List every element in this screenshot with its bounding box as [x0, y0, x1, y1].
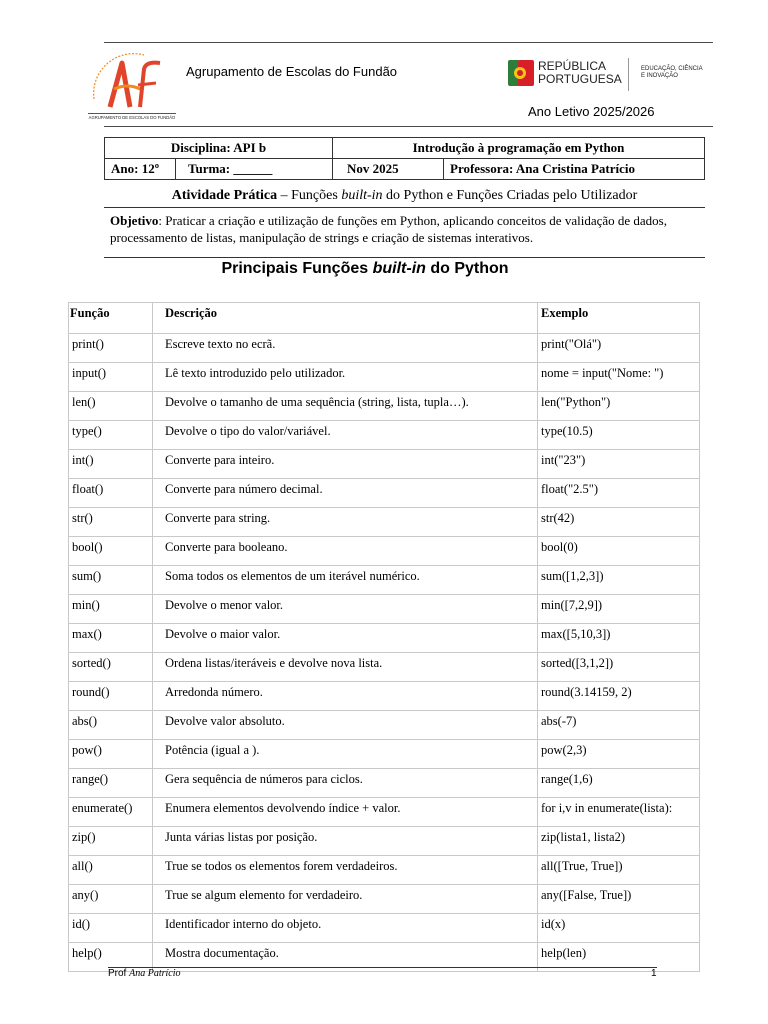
republic-divider — [628, 58, 629, 91]
function-example: any([False, True]) — [538, 885, 700, 914]
republic-name: REPÚBLICA PORTUGUESA — [538, 59, 622, 86]
function-name: max() — [69, 624, 153, 653]
footer-rule — [108, 967, 657, 968]
table-row — [69, 595, 700, 624]
function-example: int("23") — [538, 450, 700, 479]
objective-rule — [104, 257, 705, 258]
function-description: Junta várias listas por posição. — [153, 827, 538, 856]
function-example: min([7,2,9]) — [538, 595, 700, 624]
function-name: type() — [69, 421, 153, 450]
function-example: help(len) — [538, 943, 700, 972]
function-description: Mostra documentação. — [153, 943, 538, 972]
table-row — [69, 798, 700, 827]
function-example: zip(lista1, lista2) — [538, 827, 700, 856]
table-row — [69, 508, 700, 537]
function-description: True se algum elemento for verdadeiro. — [153, 885, 538, 914]
discipline-cell: Disciplina: API b — [105, 138, 333, 159]
function-example: all([True, True]) — [538, 856, 700, 885]
function-description: Identificador interno do objeto. — [153, 914, 538, 943]
table-row — [69, 885, 700, 914]
ministry-name: EDUCAÇÃO, CIÊNCIA E INOVAÇÃO — [641, 66, 703, 79]
function-description: Potência (igual a ). — [153, 740, 538, 769]
table-row — [69, 421, 700, 450]
header-rule — [104, 126, 713, 127]
table-row — [69, 537, 700, 566]
function-name: id() — [69, 914, 153, 943]
date-cell: Nov 2025 — [333, 159, 444, 180]
function-example: print("Olá") — [538, 334, 700, 363]
section-title: Principais Funções built-in do Python — [221, 260, 509, 277]
builtin-functions-table — [68, 302, 700, 972]
function-description: Converte para string. — [153, 508, 538, 537]
function-description: Devolve valor absoluto. — [153, 711, 538, 740]
table-row — [69, 711, 700, 740]
function-description: Soma todos os elementos de um iterável numérico. — [153, 566, 538, 595]
teacher-cell: Professora: Ana Cristina Patrício — [444, 159, 705, 180]
table-row — [69, 392, 700, 421]
function-example: id(x) — [538, 914, 700, 943]
function-name: range() — [69, 769, 153, 798]
table-row — [69, 653, 700, 682]
function-description: Arredonda número. — [153, 682, 538, 711]
function-example: for i,v in enumerate(lista): — [538, 798, 700, 827]
activity-title: Atividade Prática – Funções built-in do Python e Funções Criadas pelo Utilizador — [171, 188, 638, 203]
function-description: Converte para booleano. — [153, 537, 538, 566]
function-example: type(10.5) — [538, 421, 700, 450]
table-row — [69, 740, 700, 769]
table-row — [69, 334, 700, 363]
footer-author: Prof Ana Patrício — [108, 968, 181, 979]
function-description: Devolve o tamanho de uma sequência (string, lista, tupla…). — [153, 392, 538, 421]
function-description: Converte para inteiro. — [153, 450, 538, 479]
function-example: bool(0) — [538, 537, 700, 566]
school-year: Ano Letivo 2025/2026 — [528, 104, 655, 119]
function-example: sorted([3,1,2]) — [538, 653, 700, 682]
function-example: max([5,10,3]) — [538, 624, 700, 653]
table-row — [69, 856, 700, 885]
function-description: True se todos os elementos forem verdadeiros. — [153, 856, 538, 885]
function-description: Gera sequência de números para ciclos. — [153, 769, 538, 798]
school-logo — [84, 49, 178, 121]
function-example: str(42) — [538, 508, 700, 537]
svg-text:AGRUPAMENTO DE ESCOLAS DO FUND: AGRUPAMENTO DE ESCOLAS DO FUNDÃO — [88, 115, 176, 120]
function-name: round() — [69, 682, 153, 711]
function-name: float() — [69, 479, 153, 508]
header-descricao: Descrição — [153, 303, 538, 334]
function-name: zip() — [69, 827, 153, 856]
function-name: len() — [69, 392, 153, 421]
function-description: Lê texto introduzido pelo utilizador. — [153, 363, 538, 392]
function-example: abs(-7) — [538, 711, 700, 740]
function-example: float("2.5") — [538, 479, 700, 508]
top-rule — [104, 42, 713, 43]
table-row — [69, 769, 700, 798]
function-example: sum([1,2,3]) — [538, 566, 700, 595]
function-name: help() — [69, 943, 153, 972]
page-number: 1 — [651, 968, 657, 979]
table-row — [69, 827, 700, 856]
class-cell: Turma: ______ — [176, 159, 333, 180]
function-description: Escreve texto no ecrã. — [153, 334, 538, 363]
function-example: round(3.14159, 2) — [538, 682, 700, 711]
function-name: print() — [69, 334, 153, 363]
table-row — [69, 682, 700, 711]
function-name: abs() — [69, 711, 153, 740]
table-row — [69, 566, 700, 595]
function-name: min() — [69, 595, 153, 624]
function-name: enumerate() — [69, 798, 153, 827]
function-description: Ordena listas/iteráveis e devolve nova lista. — [153, 653, 538, 682]
info-table — [104, 137, 705, 180]
table-row — [69, 450, 700, 479]
function-name: bool() — [69, 537, 153, 566]
function-name: sorted() — [69, 653, 153, 682]
objective-text: Objetivo: Praticar a criação e utilização de funções em Python, aplicando conceitos de validação de dados, processamento de listas, manipulação de strings e criação de sistemas interativos. — [110, 213, 667, 245]
table-row — [69, 624, 700, 653]
function-description: Devolve o tipo do valor/variável. — [153, 421, 538, 450]
function-name: sum() — [69, 566, 153, 595]
table-row — [69, 914, 700, 943]
table-header-row — [69, 303, 700, 334]
function-description: Enumera elementos devolvendo índice + valor. — [153, 798, 538, 827]
function-name: int() — [69, 450, 153, 479]
header-funcao: Função — [69, 303, 153, 334]
function-description: Devolve o menor valor. — [153, 595, 538, 624]
function-name: any() — [69, 885, 153, 914]
function-example: len("Python") — [538, 392, 700, 421]
year-cell: Ano: 12º — [105, 159, 176, 180]
school-name: Agrupamento de Escolas do Fundão — [186, 64, 398, 79]
function-name: input() — [69, 363, 153, 392]
function-name: pow() — [69, 740, 153, 769]
topic-cell: Introdução à programação em Python — [333, 138, 705, 159]
function-description: Devolve o maior valor. — [153, 624, 538, 653]
activity-rule — [104, 207, 705, 208]
function-example: nome = input("Nome: ") — [538, 363, 700, 392]
function-name: str() — [69, 508, 153, 537]
table-row — [69, 479, 700, 508]
header-exemplo: Exemplo — [538, 303, 700, 334]
function-example: pow(2,3) — [538, 740, 700, 769]
function-description: Converte para número decimal. — [153, 479, 538, 508]
table-row — [69, 363, 700, 392]
function-name: all() — [69, 856, 153, 885]
function-example: range(1,6) — [538, 769, 700, 798]
